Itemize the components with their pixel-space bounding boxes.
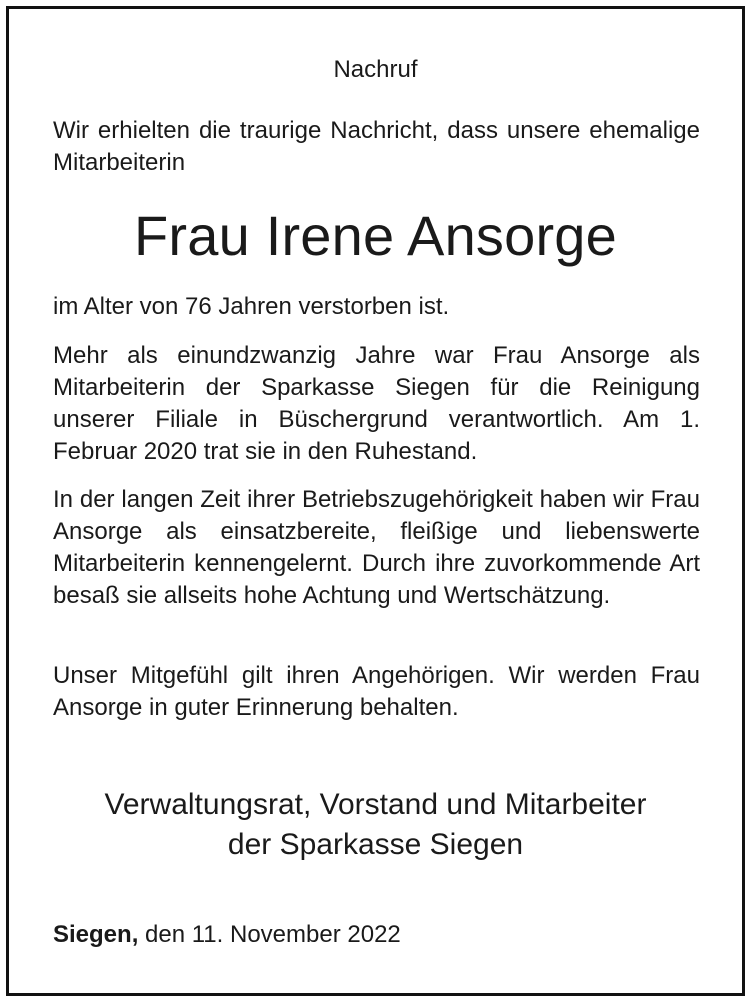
age-line: im Alter von 76 Jahren verstorben ist.: [53, 293, 450, 320]
paragraph-service: Mehr als einundzwanzig Jahre war Frau Ansorge als Mitarbeiterin der Sparkasse Siegen für die Reinigung unserer Filiale in Büschergrund verantwortlich. Am 1. Februar 2020 trat sie in den Ruhestand.: [53, 342, 700, 465]
notice-heading: Nachruf: [333, 56, 418, 83]
signature-line-1: Verwaltungsrat, Vorstand und Mitarbeiter: [104, 788, 647, 821]
deceased-name: Frau Irene Ansorge: [134, 204, 617, 267]
intro-text: Wir erhielten die traurige Nachricht, dass unsere ehemalige Mitarbeiterin: [53, 117, 700, 176]
place-date-line: [53, 919, 401, 951]
notice-date: den 11. November 2022: [145, 921, 401, 948]
place-name: Siegen,: [53, 921, 139, 948]
signature-line-2: der Sparkasse Siegen: [227, 828, 524, 861]
paragraph-tribute: In der langen Zeit ihrer Betriebszugehörigkeit haben wir Frau Ansorge als einsatzbereite, fleißige und liebenswerte Mitarbeiterin kennengelernt. Durch ihre zuvorkommende Art besaß sie allseits hohe Achtung und Wertschätzung.: [53, 486, 700, 609]
signature-block: [0, 785, 751, 865]
paragraph-condolence: Unser Mitgefühl gilt ihren Angehörigen. Wir werden Frau Ansorge in guter Erinnerung behalten.: [53, 662, 700, 721]
